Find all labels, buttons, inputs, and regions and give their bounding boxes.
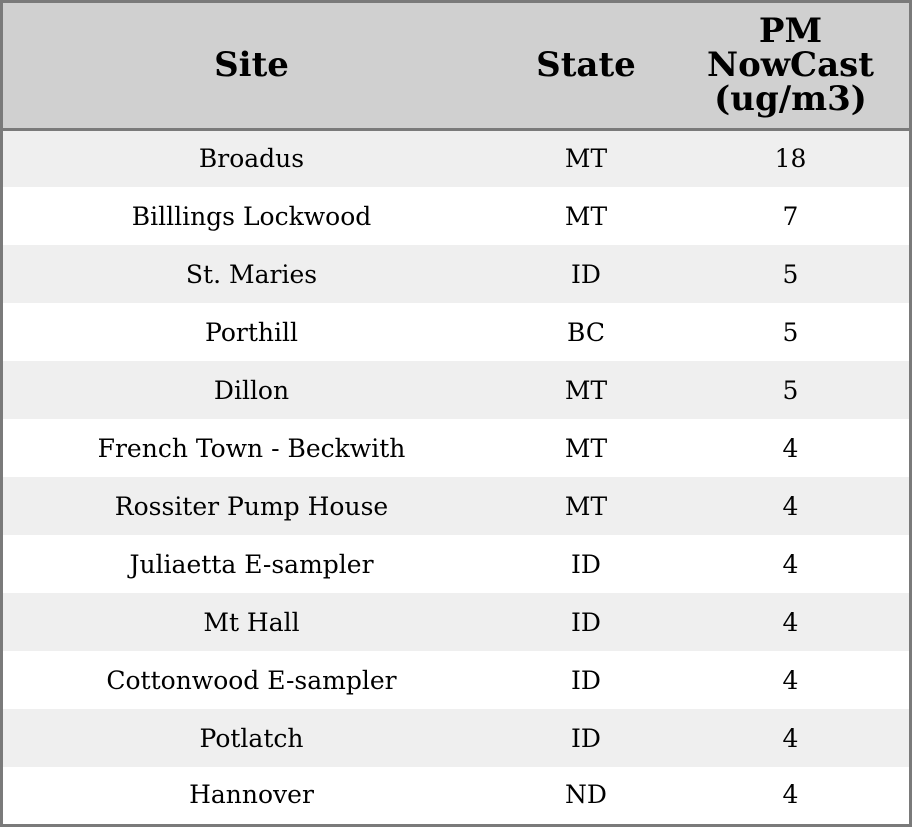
site-cell: Potlatch [199,723,304,753]
pm-nowcast-column-header [672,3,909,129]
table-body [3,129,909,822]
state-cell: ID [571,607,601,637]
site-cell: Rossiter Pump House [114,491,389,521]
table-row [3,187,909,245]
site-cell: Billlings Lockwood [131,201,372,231]
table-row [3,245,909,303]
state-cell: ID [571,549,601,579]
state-cell: ND [565,780,607,809]
site-cell: St. Maries [185,259,318,289]
table-row [3,303,909,361]
pm-value-cell: 4 [782,780,799,809]
pm-value-cell: 4 [782,665,799,695]
table-row [3,593,909,651]
table-header [3,3,909,129]
pm-header-line-1: PM [758,11,823,52]
site-cell: Cottonwood E-sampler [106,665,397,695]
state-cell: MT [564,433,608,463]
pm-value-cell: 4 [782,491,799,521]
site-cell: French Town - Beckwith [97,433,406,463]
table-row [3,709,909,767]
pm-nowcast-table [3,3,909,822]
state-cell: ID [571,259,601,289]
pm-value-cell: 7 [782,201,799,231]
table-row [3,651,909,709]
site-cell: Broadus [198,144,305,174]
table-row [3,477,909,535]
table-row [3,361,909,419]
pm-value-cell: 5 [782,375,799,405]
state-column-header: State [500,3,672,129]
table-row [3,535,909,593]
table-row [3,129,909,187]
pm-value-cell: 4 [782,723,799,753]
table-row [3,767,909,822]
state-cell: MT [564,144,608,174]
pm-value-cell: 4 [782,549,799,579]
pm-value-cell: 5 [782,259,799,289]
pm-value-cell: 18 [774,144,807,174]
state-cell: MT [564,375,608,405]
state-cell: ID [571,665,601,695]
site-cell: Hannover [189,780,314,809]
pm-value-cell: 4 [782,607,799,637]
state-cell: MT [564,201,608,231]
site-column-header: Site [3,3,500,129]
state-cell: BC [567,317,605,347]
header-row [3,3,909,129]
state-cell: ID [571,723,601,753]
table-row [3,419,909,477]
pm-value-cell: 5 [782,317,799,347]
site-cell: Juliaetta E-sampler [129,549,374,579]
pm-header-line-2: NowCast [707,45,874,86]
pm-header-line-3: (ug/m3) [714,79,867,120]
site-cell: Porthill [205,317,298,347]
state-cell: MT [564,491,608,521]
site-cell: Dillon [213,375,290,405]
pm-value-cell: 4 [782,433,799,463]
site-cell: Mt Hall [203,607,300,637]
